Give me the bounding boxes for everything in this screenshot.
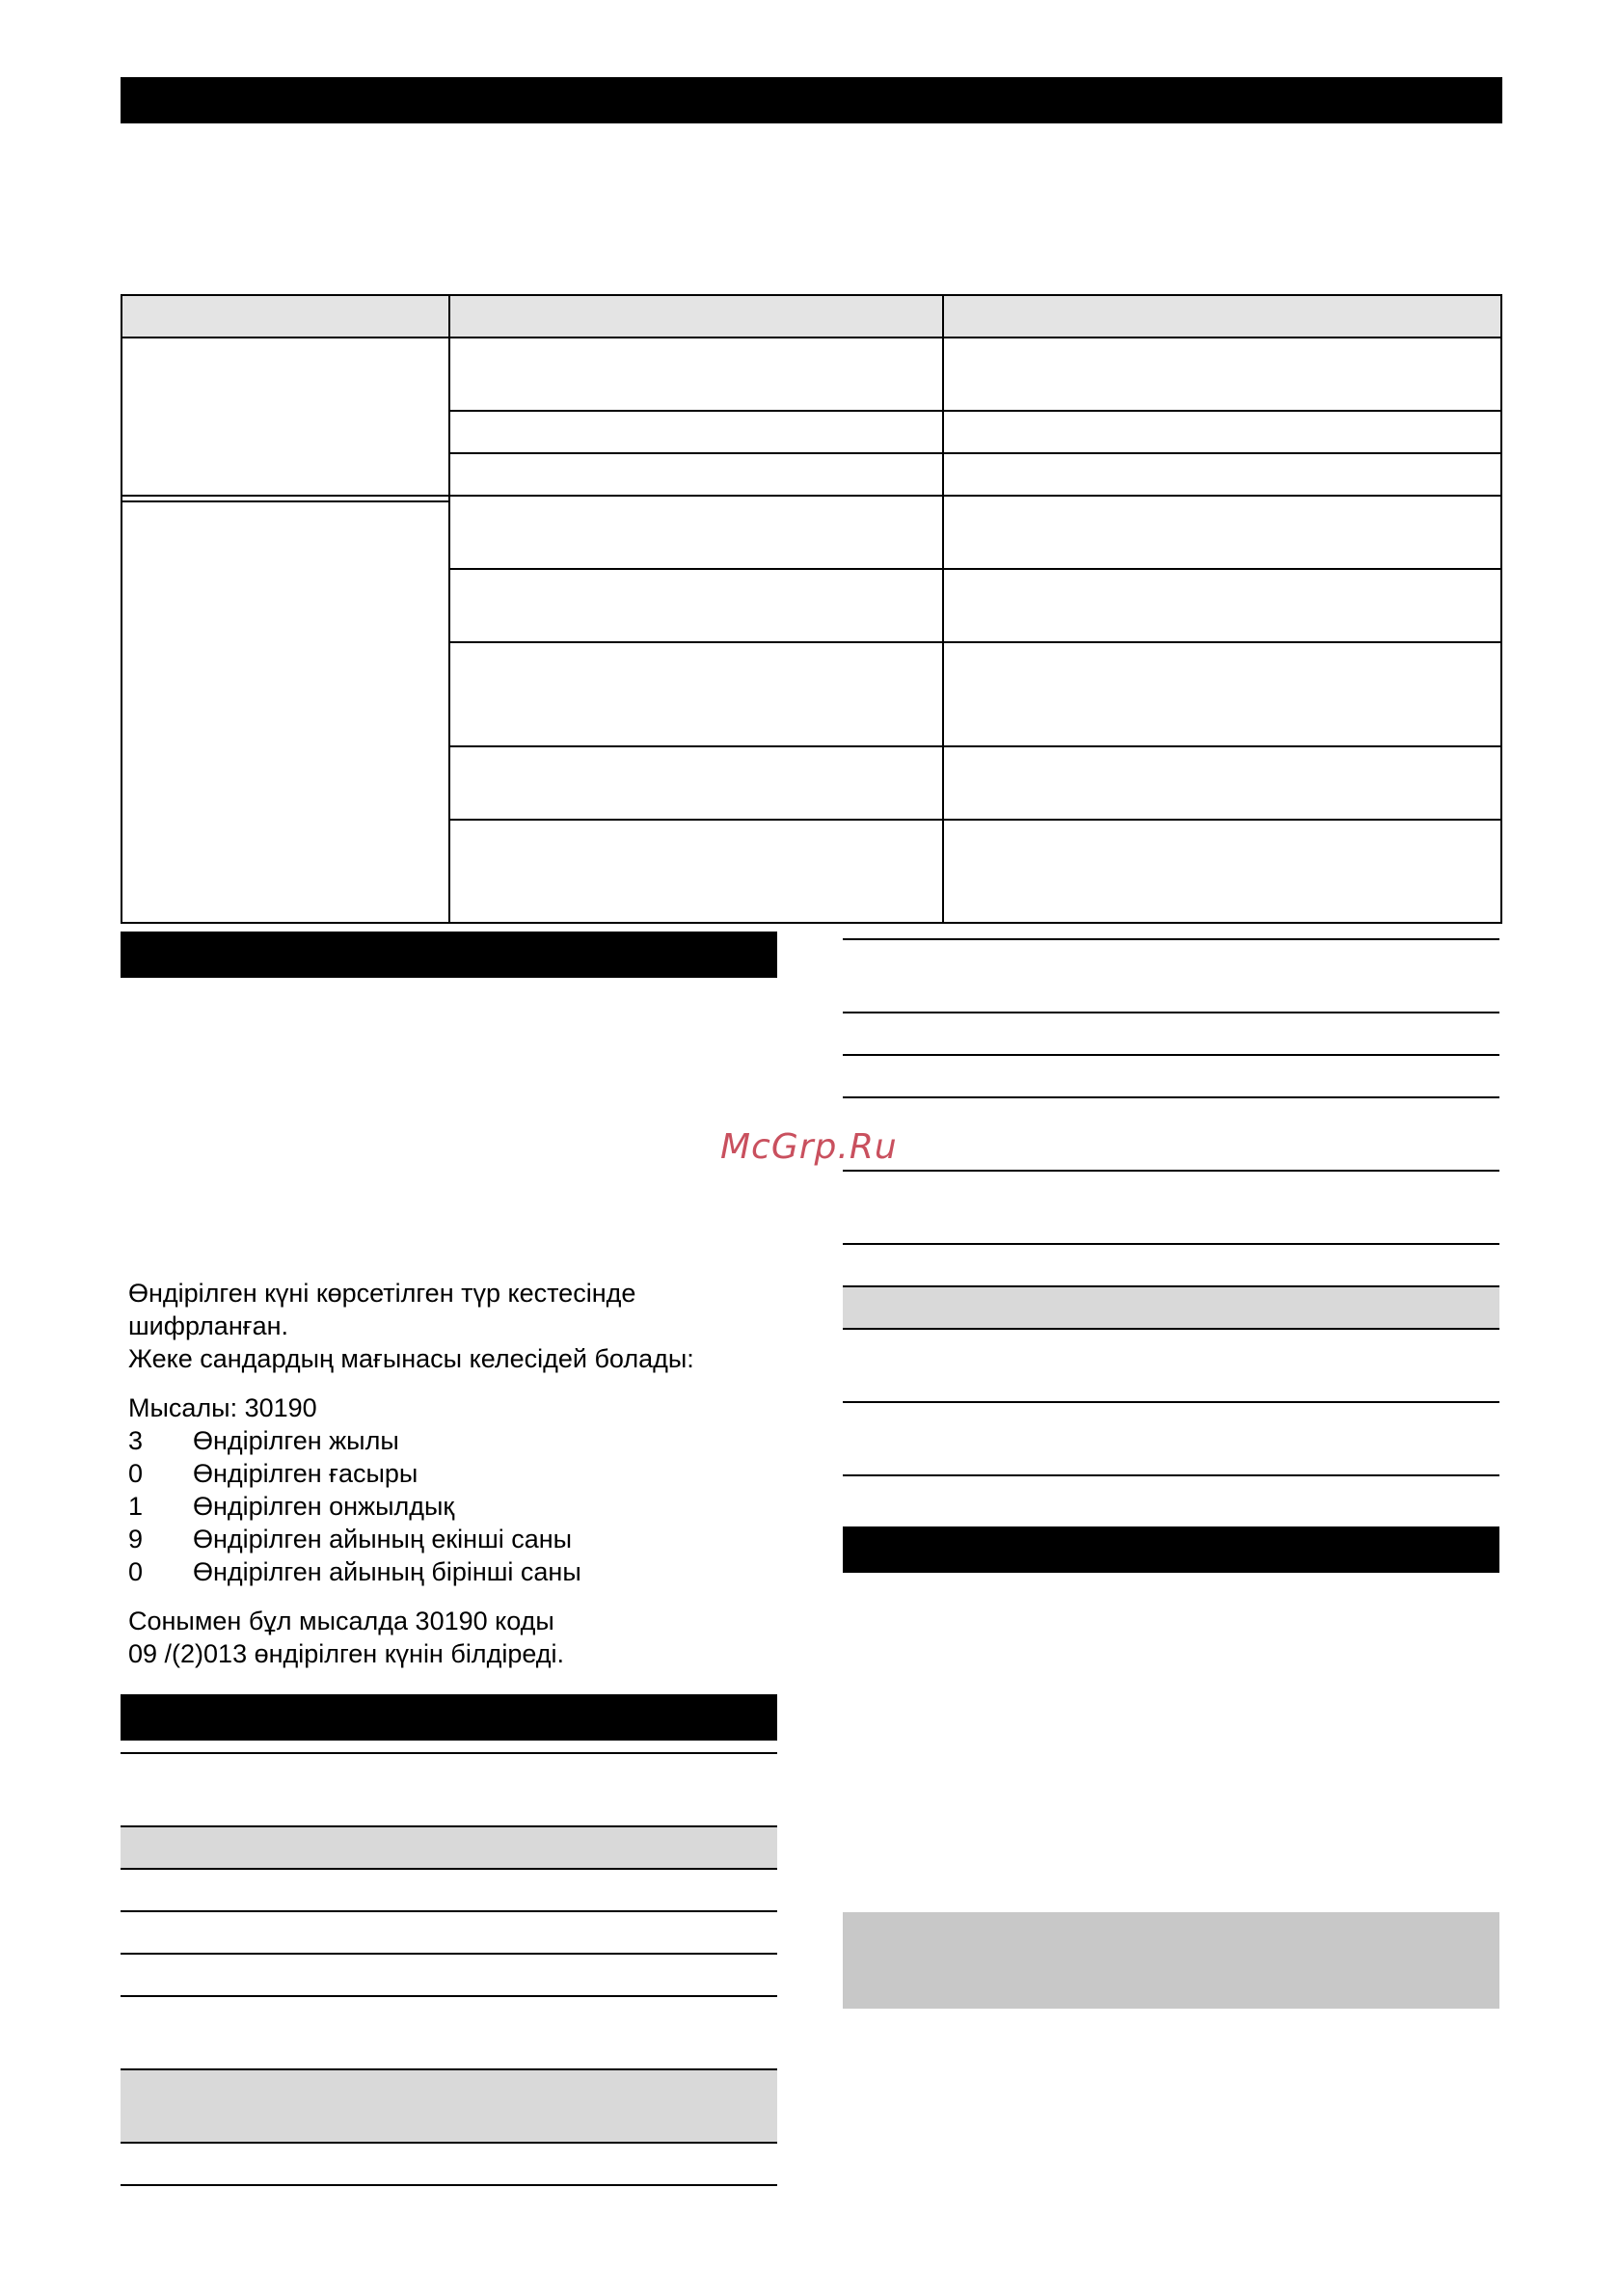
row-divider (121, 2142, 777, 2144)
digit-meaning: Өндірілген жылы (193, 1426, 399, 1455)
date-code-example: Мысалы: 30190 (128, 1393, 317, 1422)
digit-number: 0 (128, 1459, 144, 1488)
table-cell (942, 410, 1502, 454)
digit-number: 9 (128, 1525, 144, 1553)
table-group-cell (121, 337, 450, 502)
section-bar-left-2 (121, 1694, 777, 1741)
row-divider (843, 1096, 1499, 1098)
spec-subheader (121, 2069, 777, 2143)
row-divider (843, 1243, 1499, 1245)
date-code-intro-line3: Жеке сандардың мағынасы келесідей болады: (128, 1344, 694, 1373)
digit-meaning: Өндірілген ғасыры (193, 1459, 418, 1488)
table-cell (942, 819, 1502, 924)
table-group-cell (121, 495, 450, 924)
table-cell (942, 568, 1502, 643)
table-cell (448, 452, 944, 497)
troubleshooting-table (121, 294, 1502, 924)
table-cell (942, 452, 1502, 497)
row-divider (121, 1995, 777, 1997)
spec-subheader (121, 1826, 777, 1869)
table-header-cell (121, 294, 450, 338)
digit-number: 0 (128, 1557, 144, 1586)
spec-subheader (843, 1286, 1499, 1329)
table-cell (942, 641, 1502, 747)
table-cell (448, 568, 944, 643)
row-divider (843, 1012, 1499, 1013)
row-divider (843, 1054, 1499, 1056)
row-divider (121, 1825, 777, 1827)
row-divider (121, 1953, 777, 1955)
table-cell (448, 819, 944, 924)
table-cell (448, 337, 944, 412)
digit-row (128, 1424, 399, 1457)
digit-meaning: Өндірілген онжылдық (193, 1492, 455, 1521)
row-divider (843, 1401, 1499, 1403)
table-cell (448, 745, 944, 821)
table-cell (942, 337, 1502, 412)
digit-row (128, 1457, 418, 1490)
digit-number: 1 (128, 1492, 144, 1521)
date-code-intro-line2: шифрланған. (128, 1311, 289, 1340)
digit-meaning: Өндірілген айының бірінші саны (193, 1557, 581, 1586)
row-divider (843, 938, 1499, 940)
table-header-cell (448, 294, 944, 338)
row-divider (843, 1285, 1499, 1287)
header-bar (121, 77, 1502, 123)
date-code-summary-line2: 09 /(2)013 өндірілген күнін білдіреді. (128, 1639, 565, 1668)
section-bar-right (843, 1526, 1499, 1573)
table-cell (448, 641, 944, 747)
row-divider (843, 1328, 1499, 1330)
digit-row (128, 1523, 572, 1555)
digit-number: 3 (128, 1426, 144, 1455)
row-divider (121, 1910, 777, 1912)
watermark: McGrp.Ru (720, 1127, 898, 1167)
digit-row (128, 1490, 454, 1523)
section-bar-left (121, 932, 777, 978)
note-box (843, 1912, 1499, 2009)
row-divider (843, 1170, 1499, 1172)
digit-row (128, 1555, 581, 1588)
row-divider (121, 1868, 777, 1870)
table-cell (448, 410, 944, 454)
table-cell (942, 495, 1502, 570)
row-divider (121, 1752, 777, 1754)
digit-meaning: Өндірілген айының екінші саны (193, 1525, 573, 1553)
table-cell (942, 745, 1502, 821)
row-divider (121, 2068, 777, 2070)
table-header-cell (942, 294, 1502, 338)
table-cell (448, 495, 944, 570)
row-divider (121, 2184, 777, 2186)
row-divider (843, 1474, 1499, 1476)
date-code-summary-line1: Сонымен бұл мысалда 30190 коды (128, 1607, 554, 1635)
date-code-intro-line1: Өндірілген күні көрсетілген түр кестесінде (128, 1279, 636, 1308)
